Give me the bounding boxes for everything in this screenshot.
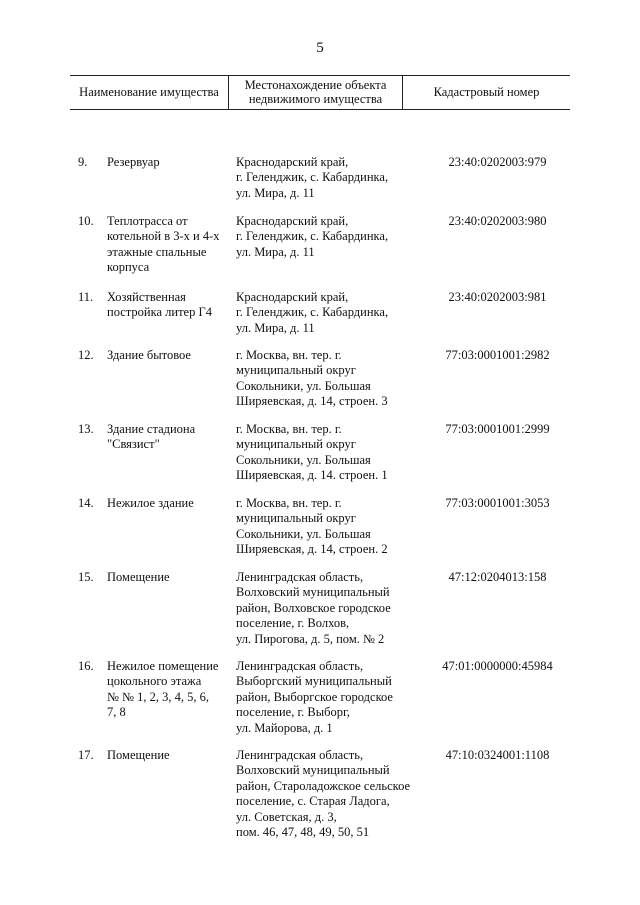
property-location-line: г. Москва, вн. тер. г. — [236, 496, 342, 510]
property-location-line: муниципальный округ — [236, 511, 356, 526]
property-name — [107, 214, 232, 276]
property-name-line: № № 1, 2, 3, 4, 5, 6, — [107, 689, 209, 704]
property-name — [107, 496, 232, 511]
cadastral-number: 23:40:0202003:979 — [448, 155, 547, 169]
property-name-line: Здание бытовое — [107, 348, 191, 362]
property-name-line: постройка литер Г4 — [107, 305, 212, 320]
property-name — [107, 155, 232, 170]
property-location — [236, 422, 436, 484]
property-location-line: Волховский муниципальный — [236, 763, 390, 778]
property-location-line: район, Староладожское сельское — [236, 778, 411, 793]
property-location-line: муниципальный округ — [236, 437, 356, 452]
row-number: 13. — [78, 422, 94, 436]
property-location — [236, 748, 436, 840]
property-location-line: пом. 46, 47, 48, 49, 50, 51 — [236, 825, 370, 840]
property-location — [236, 570, 436, 647]
property-location-line: Ширяевская, д. 14, строен. 3 — [236, 394, 388, 409]
page-number: 5 — [316, 40, 324, 56]
header-location-line1: Местонахождение объекта — [244, 78, 387, 92]
property-name-line: корпуса — [107, 260, 150, 275]
property-name-line: цокольного этажа — [107, 674, 202, 689]
property-location-line: поселение, г. Выборг, — [236, 705, 350, 720]
row-number: 17. — [78, 748, 94, 762]
cadastral-number: 47:10:0324001:1108 — [445, 748, 550, 762]
property-location — [236, 659, 436, 736]
header-location-line2: недвижимого имущества — [248, 91, 383, 106]
property-name-line: этажные спальные — [107, 244, 207, 259]
property-name-line: 7, 8 — [107, 705, 126, 720]
property-location-line: Сокольники, ул. Большая — [236, 452, 371, 467]
header-name — [70, 76, 229, 109]
property-location-line: Сокольники, ул. Большая — [236, 526, 371, 541]
row-number: 15. — [78, 570, 94, 584]
property-name-line: "Связист" — [107, 437, 160, 452]
cadastral-number: 23:40:0202003:980 — [448, 214, 547, 228]
row-number: 10. — [78, 214, 94, 228]
header-cadastral-label: Кадастровый номер — [433, 84, 540, 99]
property-name — [107, 570, 232, 585]
cadastral-number: 47:12:0204013:158 — [448, 570, 547, 584]
property-location-line: Ширяевская, д. 14. строен. 1 — [236, 468, 388, 483]
row-number: 14. — [78, 496, 94, 510]
cadastral-number: 77:03:0001001:2999 — [445, 422, 550, 436]
property-name — [107, 348, 232, 363]
property-name-line: Помещение — [107, 748, 170, 762]
property-location-line: район, Выборгское городское — [236, 689, 393, 704]
row-number: 16. — [78, 659, 94, 673]
property-location-line: поселение, г. Волхов, — [236, 616, 350, 631]
property-location-line: ул. Советская, д. 3, — [236, 809, 337, 824]
row-number: 12. — [78, 348, 94, 362]
property-name-line: Хозяйственная — [107, 290, 186, 304]
property-location-line: г. Москва, вн. тер. г. — [236, 422, 342, 436]
property-location-line: район, Волховское городское — [236, 600, 391, 615]
row-number: 9. — [78, 155, 88, 169]
property-location-line: Краснодарский край, — [236, 214, 349, 228]
property-location — [236, 496, 436, 558]
property-location-line: г. Геленджик, с. Кабардинка, — [236, 170, 389, 185]
property-name-line: Нежилое помещение — [107, 659, 219, 673]
property-location — [236, 214, 436, 260]
cadastral-number: 47:01:0000000:45984 — [442, 659, 553, 673]
table-header — [70, 75, 570, 110]
property-name — [107, 659, 232, 721]
property-location-line: Ленинградская область, — [236, 570, 364, 584]
header-cadastral — [403, 76, 570, 109]
property-location-line: Ленинградская область, — [236, 748, 364, 762]
property-location-line: г. Геленджик, с. Кабардинка, — [236, 229, 389, 244]
property-location-line: ул. Мира, д. 11 — [236, 320, 315, 335]
property-location-line: поселение, с. Старая Ладога, — [236, 794, 390, 809]
property-name-line: Резервуар — [107, 155, 160, 169]
cadastral-number: 77:03:0001001:2982 — [445, 348, 550, 362]
property-location-line: Краснодарский край, — [236, 290, 349, 304]
property-name-line: Нежилое здание — [107, 496, 194, 510]
row-number: 11. — [78, 290, 94, 304]
property-location — [236, 348, 436, 410]
property-name — [107, 748, 232, 763]
property-location-line: Ширяевская, д. 14, строен. 2 — [236, 542, 388, 557]
property-name-line: Теплотрасса от — [107, 214, 188, 228]
property-location — [236, 290, 436, 336]
property-location-line: муниципальный округ — [236, 363, 356, 378]
property-location — [236, 155, 436, 201]
property-location-line: ул. Майорова, д. 1 — [236, 720, 333, 735]
property-name-line: Помещение — [107, 570, 170, 584]
property-name-line: котельной в 3-х и 4-х — [107, 229, 220, 244]
property-location-line: Сокольники, ул. Большая — [236, 378, 371, 393]
property-name-line: Здание стадиона — [107, 422, 196, 436]
header-name-label: Наименование имущества — [79, 84, 219, 99]
property-table — [70, 75, 570, 840]
property-location-line: Ленинградская область, — [236, 659, 364, 673]
property-location-line: Волховский муниципальный — [236, 585, 390, 600]
header-location — [229, 76, 403, 109]
cadastral-number: 77:03:0001001:3053 — [445, 496, 550, 510]
cadastral-number: 23:40:0202003:981 — [448, 290, 547, 304]
property-location-line: ул. Мира, д. 11 — [236, 244, 315, 259]
property-name — [107, 290, 232, 321]
property-location-line: ул. Пирогова, д. 5, пом. № 2 — [236, 631, 385, 646]
property-location-line: г. Москва, вн. тер. г. — [236, 348, 342, 362]
property-name — [107, 422, 232, 453]
property-location-line: г. Геленджик, с. Кабардинка, — [236, 305, 389, 320]
property-location-line: Краснодарский край, — [236, 155, 349, 169]
property-location-line: ул. Мира, д. 11 — [236, 185, 315, 200]
property-location-line: Выборгский муниципальный — [236, 674, 392, 689]
